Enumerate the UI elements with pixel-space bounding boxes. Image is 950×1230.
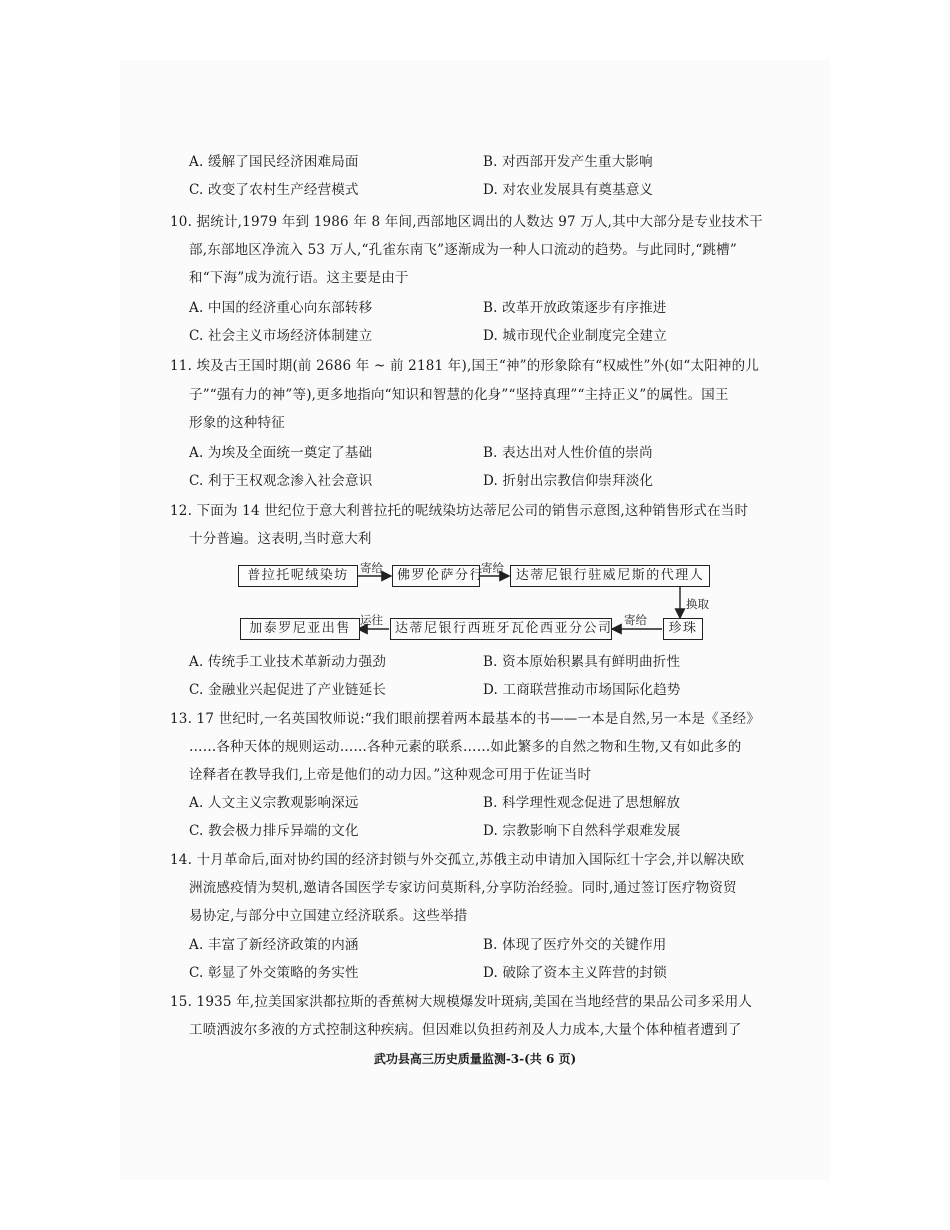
q14-option-d: D. 破除了资本主义阵营的封锁	[483, 965, 667, 981]
diagram-label-send-1: 寄给	[360, 561, 383, 575]
diagram-box-pearl: 珍珠	[663, 618, 703, 640]
q13-option-a: A. 人文主义宗教观影响深远	[189, 795, 359, 811]
q14-stem-line-1: 14. 十月革命后,面对协约国的经济封锁与外交孤立,苏俄主动申请加入国际红十字会,并以解决欧	[170, 852, 745, 868]
q11-option-d: D. 折射出宗教信仰崇拜淡化	[483, 473, 654, 489]
q14-stem-line-2: 洲流感疫情为契机,邀请各国医学专家访问莫斯科,分享防治经验。同时,通过签订医疗物资贸	[189, 880, 737, 896]
q12-option-d: D. 工商联营推动市场国际化趋势	[483, 682, 681, 698]
page-footer: 武功县高三历史质量监测-3-(共 6 页)	[373, 1052, 577, 1066]
q14-option-a: A. 丰富了新经济政策的内涵	[189, 937, 359, 953]
q12-option-a: A. 传统手工业技术革新动力强劲	[189, 654, 387, 670]
q12-stem-line-1: 12. 下面为 14 世纪位于意大利普拉托的呢绒染坊达蒂尼公司的销售示意图,这种销售形式在当时	[170, 503, 749, 519]
q9-option-c: C. 改变了农村生产经营模式	[189, 182, 359, 198]
q14-option-b: B. 体现了医疗外交的关键作用	[483, 937, 667, 953]
diagram-box-florence: 佛罗伦萨分行	[392, 565, 480, 587]
q10-option-a: A. 中国的经济重心向东部转移	[189, 300, 373, 316]
q14-option-c: C. 彰显了外交策略的务实性	[189, 965, 359, 981]
diagram-box-catalonia: 加泰罗尼亚出售	[240, 618, 360, 640]
q13-option-d: D. 宗教影响下自然科学艰难发展	[483, 823, 681, 839]
q10-option-d: D. 城市现代企业制度完全建立	[483, 328, 667, 344]
q13-stem-line-3: 诠释者在教导我们,上帝是他们的动力因。”这种观念可用于佐证当时	[189, 767, 592, 783]
q10-stem-line-2: 部,东部地区净流入 53 万人,“孔雀东南飞”逐渐成为一种人口流动的趋势。与此同时,“跳槽”	[189, 242, 737, 258]
q13-option-b: B. 科学理性观念促进了思想解放	[483, 795, 681, 811]
q14-stem-line-3: 易协定,与部分中立国建立经济联系。这些举措	[189, 908, 468, 924]
q9-option-a: A. 缓解了国民经济困难局面	[189, 154, 359, 170]
q11-option-c: C. 利于王权观念渗入社会意识	[189, 473, 373, 489]
q10-stem-line-3: 和“下海”成为流行语。这主要是由于	[189, 270, 409, 286]
diagram-box-prato: 普拉托呢绒染坊	[238, 565, 358, 587]
q11-option-a: A. 为埃及全面统一奠定了基础	[189, 445, 373, 461]
q13-stem-line-2: ……各种天体的规则运动……各种元素的联系……如此繁多的自然之物和生物,又有如此多的	[189, 739, 742, 755]
q10-stem-line-1: 10. 据统计,1979 年到 1986 年 8 年间,西部地区调出的人数达 97 万人,其中大部分是专业技术干	[170, 214, 763, 230]
q11-stem-line-2: 子”“强有力的神”等),更多地指向“知识和智慧的化身”“坚持真理”“主持正义”的属性。国王	[189, 387, 729, 403]
diagram-label-send-3: 寄给	[624, 613, 647, 627]
q12-option-b: B. 资本原始积累具有鲜明曲折性	[483, 654, 681, 670]
q10-option-b: B. 改革开放政策逐步有序推进	[483, 300, 667, 316]
q9-option-d: D. 对农业发展具有奠基意义	[483, 182, 654, 198]
q13-option-c: C. 教会极力排斥异端的文化	[189, 823, 359, 839]
diagram-box-valencia-branch: 达蒂尼银行西班牙瓦伦西亚分公司	[390, 618, 612, 640]
q12-stem-line-2: 十分普遍。这表明,当时意大利	[189, 531, 372, 547]
q10-option-c: C. 社会主义市场经济体制建立	[189, 328, 373, 344]
q9-option-b: B. 对西部开发产生重大影响	[483, 154, 653, 170]
q11-stem-line-1: 11. 埃及古王国时期(前 2686 年 ~ 前 2181 年),国王“神”的形象除有“权威性”外(如“太阳神的儿	[170, 358, 760, 374]
diagram-label-send-2: 寄给	[481, 561, 504, 575]
diagram-label-ship: 运往	[360, 613, 383, 627]
q12-option-c: C. 金融业兴起促进了产业链延长	[189, 682, 387, 698]
q11-option-b: B. 表达出对人性价值的崇尚	[483, 445, 653, 461]
q13-stem-line-1: 13. 17 世纪时,一名英国牧师说:“我们眼前摆着两本最基本的书——一本是自然,另一本是《圣经》	[170, 711, 761, 727]
diagram-label-exchange: 换取	[686, 597, 709, 611]
q11-stem-line-3: 形象的这种特征	[189, 415, 285, 431]
diagram-box-venice-agent: 达蒂尼银行驻威尼斯的代理人	[510, 565, 710, 587]
q15-stem-line-2: 工喷洒波尔多液的方式控制这种疾病。但因难以负担药剂及人力成本,大量个体种植者遭到了	[189, 1022, 742, 1038]
q15-stem-line-1: 15. 1935 年,拉美国家洪都拉斯的香蕉树大规模爆发叶斑病,美国在当地经营的果品公司多采用人	[170, 994, 753, 1010]
